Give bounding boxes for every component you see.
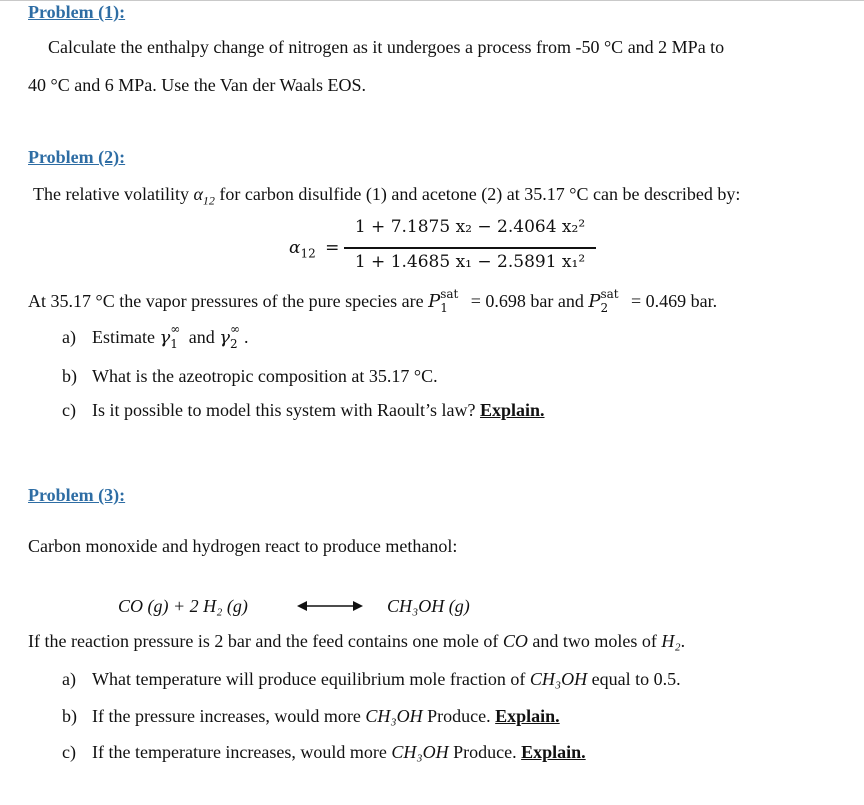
explain-emphasis: Explain. — [521, 742, 586, 762]
p2-sub: 2 — [600, 301, 609, 315]
eq-equals: = — [325, 238, 340, 258]
item-text: What temperature will produce equilibrium mole fraction of — [92, 669, 530, 689]
vapor-pre: At 35.17 °C the vapor pressures of the pure species are — [28, 291, 429, 311]
vapor-pressure-line — [28, 287, 718, 315]
p1-value: = 0.698 bar and — [466, 291, 589, 311]
eq-alpha-sub: 12 — [300, 246, 316, 261]
equation-denominator: 1 + 1.4685 x₁ − 2.5891 x₁² — [354, 252, 586, 272]
condition-post: . — [680, 631, 686, 651]
eq-alpha: α — [289, 238, 301, 258]
item-marker: c) — [62, 742, 76, 762]
intro-post: for carbon disulfide (1) and acetone (2) at 35.17 °C can be described by: — [214, 184, 741, 204]
gamma-2-scripts — [230, 322, 244, 351]
gamma-1-sup: ∞ — [170, 322, 181, 336]
equilibrium-arrow-icon — [297, 599, 363, 613]
item-marker: b) — [62, 366, 77, 386]
item-marker: a) — [62, 669, 76, 689]
item-text: If the temperature increases, would more — [92, 742, 392, 762]
problem-3-title: Problem (3): — [28, 485, 126, 505]
item-marker: b) — [62, 706, 77, 726]
alpha-subscript: 12 — [202, 193, 215, 208]
reaction-reactants: CO (g) + 2 H₂ (g) — [118, 596, 248, 616]
explain-emphasis: Explain. — [479, 400, 545, 420]
item-text: Estimate — [92, 327, 160, 347]
species-methanol: CH₃OH — [529, 669, 588, 689]
gamma-2: γ — [219, 327, 231, 348]
explain-emphasis: Explain. — [495, 706, 560, 726]
species-co: CO — [502, 631, 528, 651]
species-methanol: CH₃OH — [365, 706, 423, 726]
p1-symbol: P — [428, 291, 441, 312]
problem-2-item-c — [62, 400, 545, 421]
gamma-2-sup: ∞ — [230, 322, 241, 336]
problem-3-item-a — [62, 669, 681, 690]
gamma-1: γ — [159, 327, 171, 348]
p2-symbol: P — [588, 291, 601, 312]
fraction-bar — [344, 247, 596, 249]
gamma-2-sub: 2 — [230, 337, 238, 351]
item-post: equal to 0.5. — [587, 669, 681, 689]
problem-3-intro: Carbon monoxide and hydrogen react to produce methanol: — [28, 536, 458, 556]
item-text: What is the azeotropic composition at 35.17 °C. — [92, 366, 438, 386]
species-h2: H₂ — [661, 631, 681, 651]
gamma-1-sub: 1 — [170, 337, 178, 351]
p1-scripts — [440, 287, 466, 315]
condition-mid: and two moles of — [527, 631, 662, 651]
item-text: If the pressure increases, would more — [92, 706, 366, 726]
item-marker: c) — [62, 400, 76, 420]
problem-2-title: Problem (2): — [28, 147, 126, 167]
item-text: Is it possible to model this system with Raoult’s law? — [92, 400, 480, 420]
p2-value: = 0.469 bar. — [626, 291, 718, 311]
problem-2-item-a — [62, 322, 249, 351]
equation-lhs — [289, 238, 339, 260]
problem-3-item-b — [62, 706, 560, 727]
item-post: Produce. — [422, 706, 496, 726]
problem-2-item-b — [62, 366, 438, 387]
problem-3-item-c — [62, 742, 586, 763]
item-mid: and — [184, 327, 220, 347]
problem-1-title: Problem (1): — [28, 2, 126, 22]
p2-scripts — [600, 287, 626, 315]
top-rule — [0, 0, 864, 1]
intro-pre: The relative volatility — [33, 184, 194, 204]
reaction-conditions — [28, 631, 685, 652]
item-post: Produce. — [448, 742, 522, 762]
p1-sup: sat — [440, 287, 459, 301]
gamma-1-scripts — [170, 322, 184, 351]
item-marker: a) — [62, 327, 76, 347]
p1-sub: 1 — [440, 301, 448, 315]
p2-sup: sat — [600, 287, 619, 301]
problem-1-line-2: 40 °C and 6 MPa. Use the Van der Waals EOS. — [28, 75, 367, 95]
reaction-product: CH₃OH (g) — [387, 596, 470, 616]
item-post: . — [244, 327, 249, 347]
species-methanol: CH₃OH — [391, 742, 449, 762]
alpha-symbol: α — [193, 184, 203, 204]
problem-1-line-1: Calculate the enthalpy change of nitrogen as it undergoes a process from -50 °C and 2 MPa to — [48, 37, 725, 57]
condition-pre: If the reaction pressure is 2 bar and the feed contains one mole of — [28, 631, 503, 651]
problem-2-intro — [33, 184, 740, 209]
equation-numerator: 1 + 7.1875 x₂ − 2.4064 x₂² — [354, 217, 586, 237]
